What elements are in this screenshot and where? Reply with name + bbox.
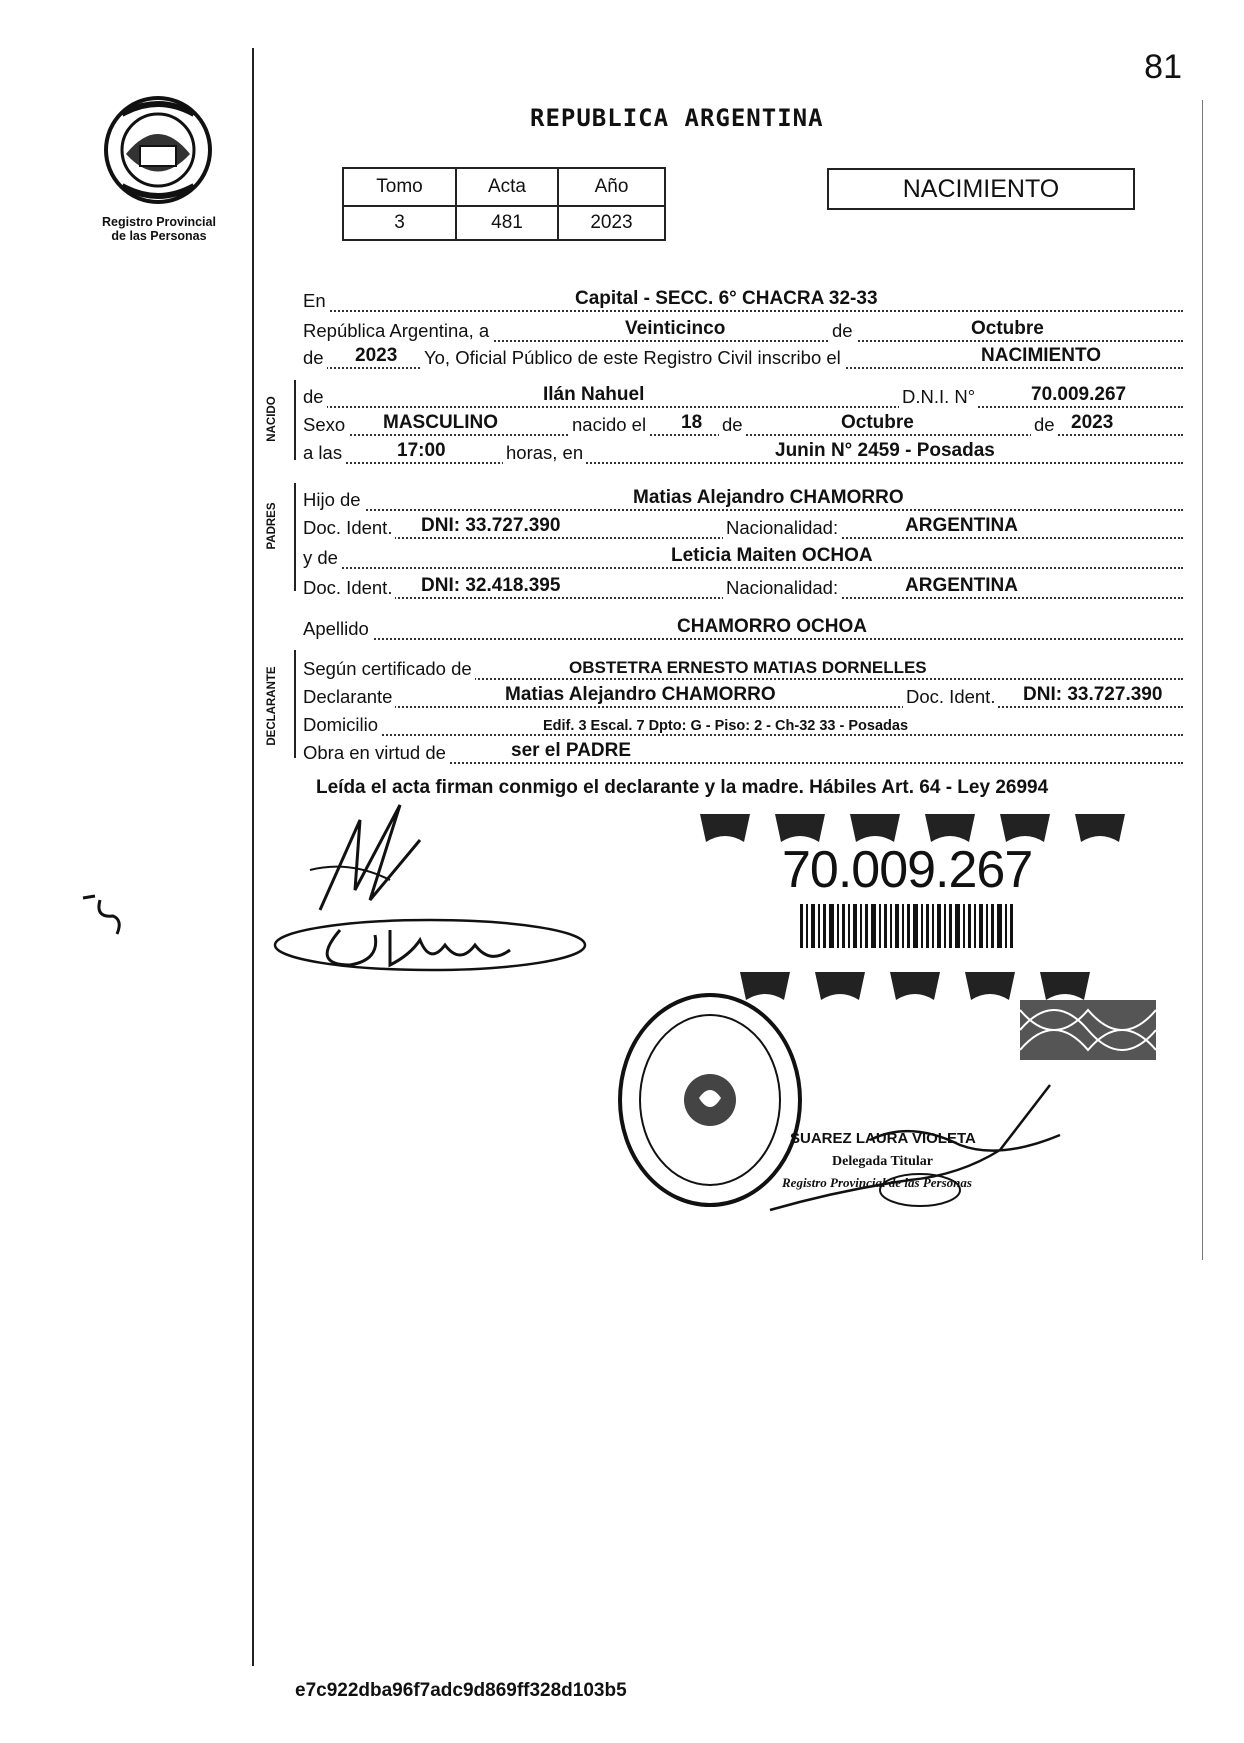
row-place	[303, 284, 1183, 312]
label-de-birth-month: de	[719, 414, 746, 436]
barcode	[800, 904, 1020, 948]
document-title: REPUBLICA ARGENTINA	[530, 104, 824, 132]
officer-name: SUAREZ LAURA VIOLETA	[790, 1130, 976, 1147]
value-by-virtue: ser el PADRE	[511, 740, 632, 761]
label-nacido-el: nacido el	[569, 414, 649, 436]
label-de-month: de	[829, 320, 856, 342]
nacido-rule	[294, 380, 296, 460]
row-father-name	[303, 483, 1183, 511]
value-place: Capital - SECC. 6° CHACRA 32-33	[575, 288, 878, 309]
label-doc-ident-father: Doc. Ident.	[303, 517, 395, 539]
label-doc-ident-declarant: Doc. Ident.	[903, 686, 998, 708]
row-certificate	[303, 652, 1183, 680]
value-month: Octubre	[971, 318, 1044, 339]
label-domicilio: Domicilio	[303, 714, 381, 736]
value-day-words: Veinticinco	[625, 318, 726, 339]
record-type-box: NACIMIENTO	[827, 168, 1135, 210]
label-hijo-de: Hijo de	[303, 489, 364, 511]
row-address	[303, 708, 1183, 736]
row-surname	[303, 612, 1183, 640]
value-father-nationality: ARGENTINA	[905, 515, 1018, 536]
document-hash: e7c922dba96f7adc9d869ff328d103b5	[295, 1680, 627, 1701]
margin-mark	[75, 890, 130, 940]
label-nationality-father: Nacionalidad:	[723, 517, 841, 539]
value-child-dni: 70.009.267	[1031, 384, 1127, 405]
padres-rule	[294, 483, 296, 591]
label-doc-ident-mother: Doc. Ident.	[303, 577, 395, 599]
value-certificate-by: OBSTETRA ERNESTO MATIAS DORNELLES	[569, 658, 927, 677]
value-birth-time: 17:00	[397, 440, 446, 461]
section-label-declarante: DECLARANTE	[266, 666, 278, 746]
stamp-dni-number: 70.009.267	[782, 841, 1033, 899]
declarante-rule	[294, 650, 296, 758]
value-declarant: Matias Alejandro CHAMORRO	[505, 684, 776, 705]
logo-caption: Registro Provincial de las Personas	[102, 215, 216, 243]
security-guilloche	[1020, 1000, 1156, 1060]
value-address: Edif. 3 Escal. 7 Dpto: G - Piso: 2 - Ch-32 33 - Posadas	[543, 718, 909, 734]
registry-table	[342, 167, 666, 241]
value-sex: MASCULINO	[383, 412, 499, 433]
row-declarant	[303, 680, 1183, 708]
value-birth-year: 2023	[1071, 412, 1114, 433]
label-dni: D.N.I. N°	[899, 386, 978, 408]
value-mother-name: Leticia Maiten OCHOA	[671, 545, 873, 566]
tomo-header: Tomo	[343, 168, 456, 206]
anio-header: Año	[558, 168, 665, 206]
closing-statement: Leída el acta firman conmigo el declarante y la madre. Hábiles Art. 64 - Ley 26994	[316, 777, 1049, 798]
value-father-doc: DNI: 33.727.390	[421, 515, 561, 536]
right-margin-line	[1202, 100, 1203, 1260]
row-mother-doc	[303, 571, 1183, 599]
acta-value: 481	[456, 206, 558, 240]
officer-office: Registro Provincial de las Personas	[782, 1175, 972, 1190]
label-en: En	[303, 290, 329, 312]
row-father-doc	[303, 511, 1183, 539]
label-republica: República Argentina, a	[303, 320, 492, 342]
label-nationality-mother: Nacionalidad:	[723, 577, 841, 599]
value-birth-day: 18	[681, 412, 703, 433]
value-surname: CHAMORRO OCHOA	[677, 616, 867, 637]
value-declarant-doc: DNI: 33.727.390	[1023, 684, 1163, 705]
value-birth-month: Octubre	[841, 412, 914, 433]
label-sexo: Sexo	[303, 414, 348, 436]
value-year: 2023	[355, 345, 398, 366]
value-event: NACIMIENTO	[981, 345, 1101, 366]
row-year	[303, 341, 1183, 369]
value-child-name: Ilán Nahuel	[543, 384, 645, 405]
label-de-birth-year: de	[1031, 414, 1058, 436]
tomo-value: 3	[343, 206, 456, 240]
section-label-padres: PADRES	[266, 502, 278, 550]
label-de-name: de	[303, 386, 327, 408]
left-margin-line	[252, 48, 254, 1666]
acta-header: Acta	[456, 168, 558, 206]
declarant-signature	[300, 800, 440, 920]
value-mother-doc: DNI: 32.418.395	[421, 575, 561, 596]
row-sex-birthdate	[303, 408, 1183, 436]
value-father-name: Matias Alejandro CHAMORRO	[633, 487, 904, 508]
label-inscribo: Yo, Oficial Público de este Registro Civil inscribo el	[421, 347, 844, 369]
row-child-name	[303, 380, 1183, 408]
label-horas-en: horas, en	[503, 442, 586, 464]
label-de-year: de	[303, 347, 327, 369]
row-time-place	[303, 436, 1183, 464]
row-date	[303, 314, 1183, 342]
officer-signature	[760, 1080, 1080, 1220]
label-declarante: Declarante	[303, 686, 395, 708]
mother-signature	[270, 910, 590, 980]
section-label-nacido: NACIDO	[266, 396, 278, 442]
value-mother-nationality: ARGENTINA	[905, 575, 1018, 596]
page-number: 81	[1144, 48, 1182, 86]
officer-role: Delegada Titular	[832, 1154, 933, 1169]
row-mother-name	[303, 541, 1183, 569]
label-segun-certificado: Según certificado de	[303, 658, 475, 680]
label-obra-en-virtud: Obra en virtud de	[303, 742, 449, 764]
label-apellido: Apellido	[303, 618, 372, 640]
value-birth-place: Junin N° 2459 - Posadas	[775, 440, 995, 461]
row-by-virtue	[303, 736, 1183, 764]
province-seal-logo	[102, 94, 214, 206]
anio-value: 2023	[558, 206, 665, 240]
label-y-de: y de	[303, 547, 341, 569]
label-a-las: a las	[303, 442, 345, 464]
